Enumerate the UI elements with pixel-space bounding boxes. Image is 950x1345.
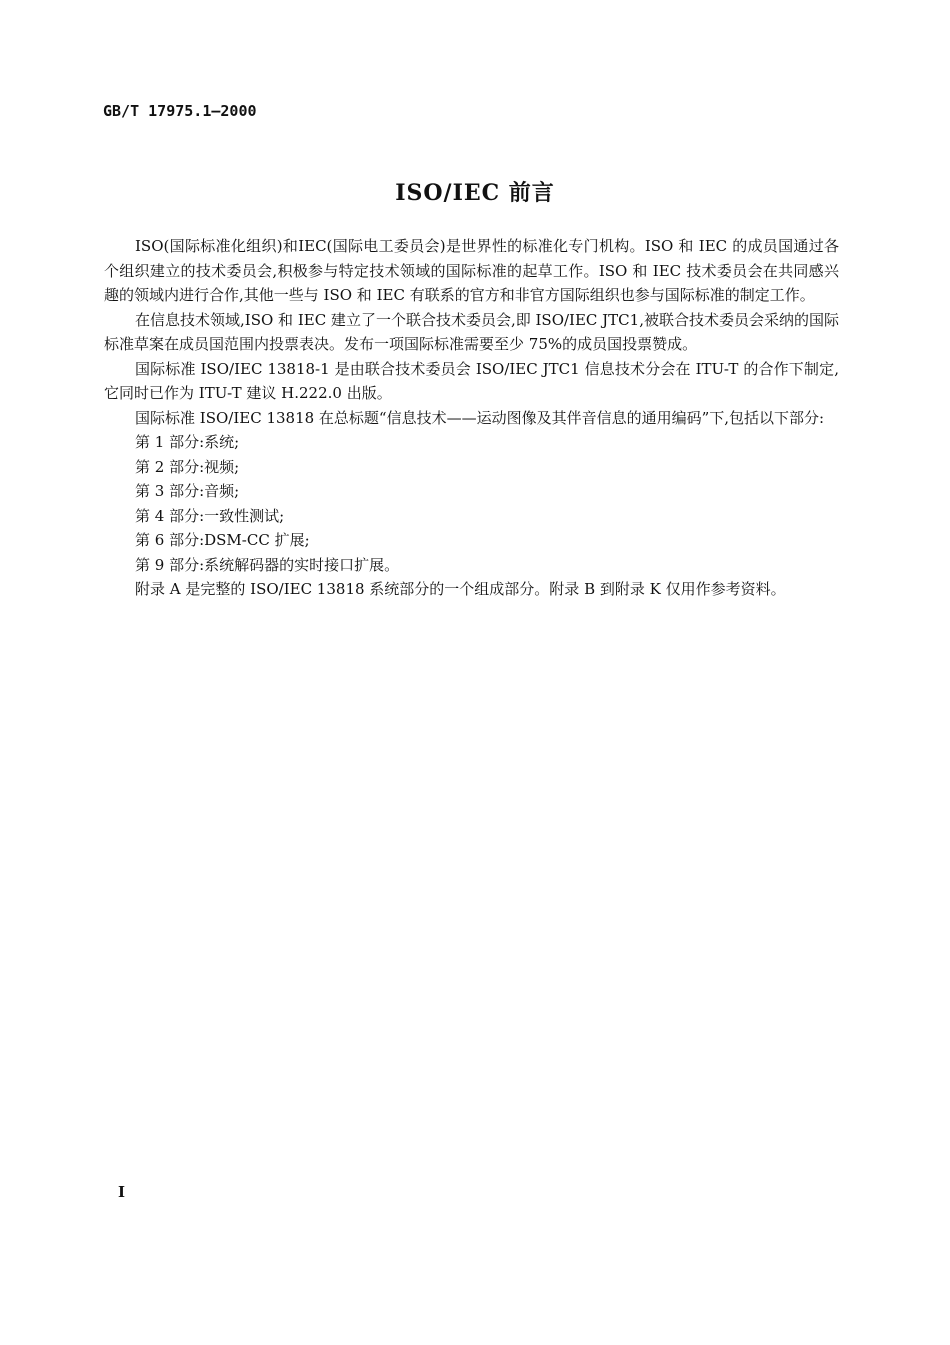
foreword-body	[104, 234, 839, 602]
paragraph-organizations: ISO(国际标准化组织)和IEC(国际电工委员会)是世界性的标准化专门机构。ISO 和 IEC 的成员国通过各个组织建立的技术委员会,积极参与特定技术领域的国际标准的起草工作。ISO 和 IEC 技术委员会在共同感兴趣的领域内进行合作,其他一些与 ISO 和 IEC 有联系的官方和非官方国际组织也参与国际标准的制定工作。	[104, 237, 839, 304]
paragraph-jtc1: 在信息技术领域,ISO 和 IEC 建立了一个联合技术委员会,即 ISO/IEC JTC1,被联合技术委员会采纳的国际标准草案在成员国范围内投票表决。发布一项国际标准需要至少 75%的成员国投票赞成。	[104, 310, 839, 353]
page-number: I	[118, 1183, 126, 1201]
list-item-part-3: 第 3 部分:音频;	[135, 482, 240, 500]
list-item-part-2: 第 2 部分:视频;	[135, 457, 240, 476]
standard-code: GB/T 17975.1—2000	[103, 102, 257, 120]
list-item-part-4: 第 4 部分:一致性测试;	[135, 506, 285, 525]
list-item-part-9: 第 9 部分:系统解码器的实时接口扩展。	[135, 555, 400, 574]
paragraph-13818-1: 国际标准 ISO/IEC 13818-1 是由联合技术委员会 ISO/IEC JTC1 信息技术分会在 ITU-T 的合作下制定,它同时已作为 ITU-T 建议 H.222.0 出版。	[104, 359, 839, 402]
paragraph-13818-parts: 国际标准 ISO/IEC 13818 在总标题“信息技术——运动图像及其伴音信息的通用编码”下,包括以下部分:	[135, 408, 825, 427]
page-title: ISO/IEC 前言	[395, 180, 555, 206]
list-item-part-1: 第 1 部分:系统;	[135, 433, 240, 451]
paragraph-annex-note: 附录 A 是完整的 ISO/IEC 13818 系统部分的一个组成部分。附录 B 到附录 K 仅用作参考资料。	[135, 580, 786, 598]
list-item-part-6: 第 6 部分:DSM-CC 扩展;	[135, 531, 310, 549]
